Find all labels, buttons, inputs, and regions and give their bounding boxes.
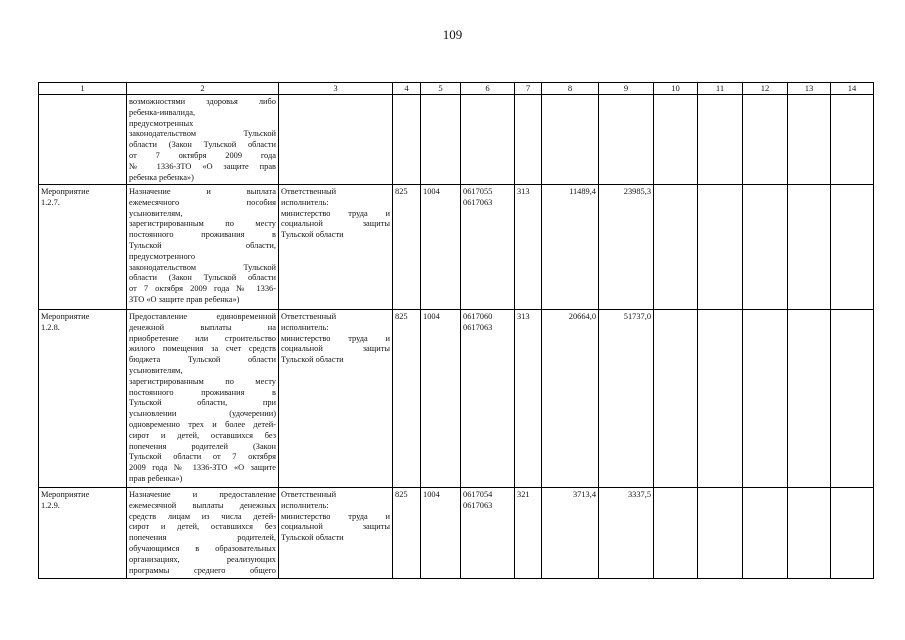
description-line: денежной выплаты на (129, 322, 276, 332)
description-cell (127, 185, 279, 310)
header-cell-2: 2 (127, 83, 279, 95)
rzpr-cell: 1004 (421, 488, 461, 579)
description-line: жилого помещения за счет средств (129, 344, 276, 354)
executor-line: Тульской области (281, 533, 344, 543)
description-line: ЗТО «О защите прав ребенка») (129, 294, 240, 304)
empty-cell (698, 488, 743, 579)
executor-cell (279, 185, 393, 310)
description-line: постоянного проживания в (129, 387, 276, 397)
header-cell-6: 6 (461, 83, 515, 95)
sum-8-cell (542, 95, 599, 185)
executor-line: социальной защиты (281, 219, 390, 229)
description-line: обучающимся в образовательных (129, 543, 276, 553)
page-number: 109 (442, 27, 463, 42)
description-line: программы среднего общего (129, 565, 276, 575)
empty-cell (698, 185, 743, 310)
description-line: Назначение и выплата (129, 187, 276, 196)
description-line: приобретение или строительство (129, 333, 276, 343)
header-cell-10: 10 (654, 83, 698, 95)
description-line: зарегистрированным по месту (129, 219, 276, 229)
sum-8-cell: 11489,4 (542, 185, 599, 310)
description-line: области (Закон Тульской области (129, 273, 276, 283)
description-line: усыновителям, (129, 365, 183, 375)
empty-cell (743, 185, 788, 310)
executor-line: министерство труда и (281, 208, 390, 218)
header-cell-9: 9 (599, 83, 654, 95)
description-line: Назначение и предоставление (129, 490, 276, 499)
header-row (39, 83, 874, 95)
csr-code: 0617055 (463, 187, 493, 196)
empty-cell (788, 488, 831, 579)
csr-cell (461, 488, 515, 579)
empty-cell (654, 310, 698, 488)
description-line: постоянного проживания в (129, 230, 276, 240)
empty-cell (788, 185, 831, 310)
executor-line: министерство труда и (281, 333, 390, 343)
grbs-cell: 825 (393, 488, 421, 579)
empty-cell (743, 95, 788, 185)
description-line: ежемесячного пособия (129, 197, 276, 207)
description-cell (127, 95, 279, 185)
description-line: ребенка-инвалида, (129, 107, 196, 117)
vr-cell: 313 (515, 310, 542, 488)
description-line: Тульской области, (129, 240, 276, 250)
event-number: 1.2.7. (41, 197, 60, 207)
description-line: от 7 октября 2009 года № 1336- (129, 284, 276, 294)
sum-8-cell: 3713,4 (542, 488, 599, 579)
empty-cell (831, 488, 874, 579)
description-line: от 7 октября 2009 года (129, 150, 276, 160)
csr-code: 0617063 (463, 500, 493, 510)
empty-cell (743, 310, 788, 488)
csr-cell (461, 185, 515, 310)
description-line: ребенка ребенка») (129, 172, 194, 182)
header-cell-12: 12 (743, 83, 788, 95)
executor-cell (279, 310, 393, 488)
description-line: средств лицам из числа детей- (129, 511, 276, 521)
description-line: Тульской области, при (129, 398, 276, 408)
vr-cell: 313 (515, 185, 542, 310)
description-line: законодательством Тульской (129, 129, 276, 139)
grbs-cell (393, 95, 421, 185)
executor-line: Тульской области (281, 230, 344, 240)
executor-line: Ответственный (281, 490, 337, 499)
description-line: предусмотренных (129, 118, 194, 128)
table-row (39, 488, 874, 579)
description-line: прав ребенка») (129, 473, 183, 483)
csr-cell (461, 95, 515, 185)
sum-9-cell: 23985,3 (599, 185, 654, 310)
header-cell-5: 5 (421, 83, 461, 95)
event-number: 1.2.9. (41, 500, 60, 510)
csr-code: 0617054 (463, 490, 493, 499)
description-line: Предоставление единовременной (129, 312, 276, 321)
executor-cell (279, 95, 393, 185)
description-line: предусмотренного (129, 251, 196, 261)
description-line: попечения родителей, (129, 533, 276, 543)
header-cell-14: 14 (831, 83, 874, 95)
sum-9-cell (599, 95, 654, 185)
event-label: Мероприятие (41, 312, 90, 321)
table-row (39, 185, 874, 310)
program-activities-table (38, 82, 874, 579)
empty-cell (831, 95, 874, 185)
description-cell (127, 310, 279, 488)
header-cell-11: 11 (698, 83, 743, 95)
description-line: Тульской области от 7 октября (129, 452, 276, 462)
description-line: № 1336-ЗТО «О защите прав (129, 161, 276, 171)
executor-line: Тульской области (281, 355, 344, 365)
vr-cell: 321 (515, 488, 542, 579)
sum-9-cell: 3337,5 (599, 488, 654, 579)
empty-cell (654, 185, 698, 310)
header-cell-13: 13 (788, 83, 831, 95)
executor-line: исполнитель: (281, 500, 329, 510)
event-cell (39, 488, 127, 579)
empty-cell (831, 185, 874, 310)
event-label: Мероприятие (41, 490, 90, 499)
header-cell-7: 7 (515, 83, 542, 95)
event-cell (39, 310, 127, 488)
event-number: 1.2.8. (41, 322, 60, 332)
description-line: области (Закон Тульской области (129, 140, 276, 150)
description-line: попечения родителей (Закон (129, 441, 276, 451)
header-cell-4: 4 (393, 83, 421, 95)
empty-cell (831, 310, 874, 488)
header-cell-1: 1 (39, 83, 127, 95)
sum-8-cell: 20664,0 (542, 310, 599, 488)
executor-line: исполнитель: (281, 322, 329, 332)
description-line: усыновлении (удочерении) (129, 409, 276, 419)
empty-cell (788, 95, 831, 185)
executor-line: Ответственный (281, 312, 337, 321)
event-label: Мероприятие (41, 187, 90, 196)
empty-cell (654, 95, 698, 185)
grbs-cell: 825 (393, 310, 421, 488)
rzpr-cell: 1004 (421, 310, 461, 488)
executor-line: министерство труда и (281, 511, 390, 521)
table-row (39, 95, 874, 185)
csr-cell (461, 310, 515, 488)
header-cell-3: 3 (279, 83, 393, 95)
vr-cell (515, 95, 542, 185)
executor-line: Ответственный (281, 187, 337, 196)
csr-code: 0617063 (463, 322, 493, 332)
empty-cell (654, 488, 698, 579)
empty-cell (698, 95, 743, 185)
empty-cell (788, 310, 831, 488)
csr-code: 0617060 (463, 312, 493, 321)
description-line: бюджета Тульской области (129, 355, 276, 365)
description-line: усыновителям, (129, 208, 183, 218)
sum-9-cell: 51737,0 (599, 310, 654, 488)
executor-line: социальной защиты (281, 522, 390, 532)
header-cell-8: 8 (542, 83, 599, 95)
description-line: возможностями здоровья либо (129, 97, 276, 106)
event-cell (39, 95, 127, 185)
empty-cell (698, 310, 743, 488)
event-cell (39, 185, 127, 310)
description-line: одновременно трех и более детей- (129, 419, 276, 429)
csr-code: 0617063 (463, 197, 493, 207)
table-row (39, 310, 874, 488)
executor-line: исполнитель: (281, 197, 329, 207)
description-line: организациях, реализующих (129, 554, 276, 564)
rzpr-cell: 1004 (421, 185, 461, 310)
description-line: зарегистрированным по месту (129, 376, 276, 386)
rzpr-cell (421, 95, 461, 185)
description-line: законодательством Тульской (129, 262, 276, 272)
executor-line: социальной защиты (281, 344, 390, 354)
executor-cell (279, 488, 393, 579)
description-line: сирот и детей, оставшихся без (129, 430, 276, 440)
empty-cell (743, 488, 788, 579)
grbs-cell: 825 (393, 185, 421, 310)
description-line: ежемесячной выплаты денежных (129, 500, 276, 510)
description-line: сирот и детей, оставшихся без (129, 522, 276, 532)
description-line: 2009 года № 1336-ЗТО «О защите (129, 463, 276, 473)
description-cell (127, 488, 279, 579)
